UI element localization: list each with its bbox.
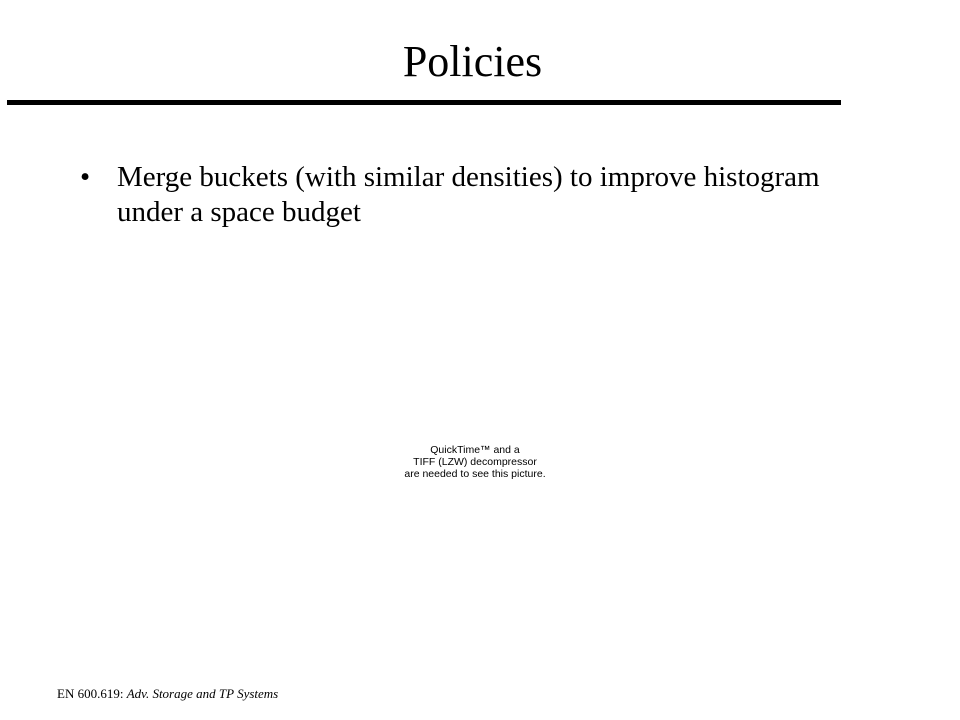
bullet-marker: • <box>80 161 91 193</box>
title-divider <box>7 100 841 105</box>
bullet-item <box>80 160 820 230</box>
slide-footer <box>57 686 278 702</box>
missing-image-placeholder <box>385 444 565 480</box>
slide-title: Policies <box>402 37 543 86</box>
placeholder-line: TIFF (LZW) decompressor <box>413 456 537 468</box>
bullet-list <box>80 160 820 230</box>
footer-course-code: EN 600.619: <box>57 686 127 701</box>
bullet-text: Merge buckets (with similar densities) to improve histogram under a space budget <box>117 161 820 228</box>
footer-course-title: Adv. Storage and TP Systems <box>126 686 279 701</box>
placeholder-line: QuickTime™ and a <box>430 444 520 456</box>
placeholder-line: are needed to see this picture. <box>404 468 546 480</box>
